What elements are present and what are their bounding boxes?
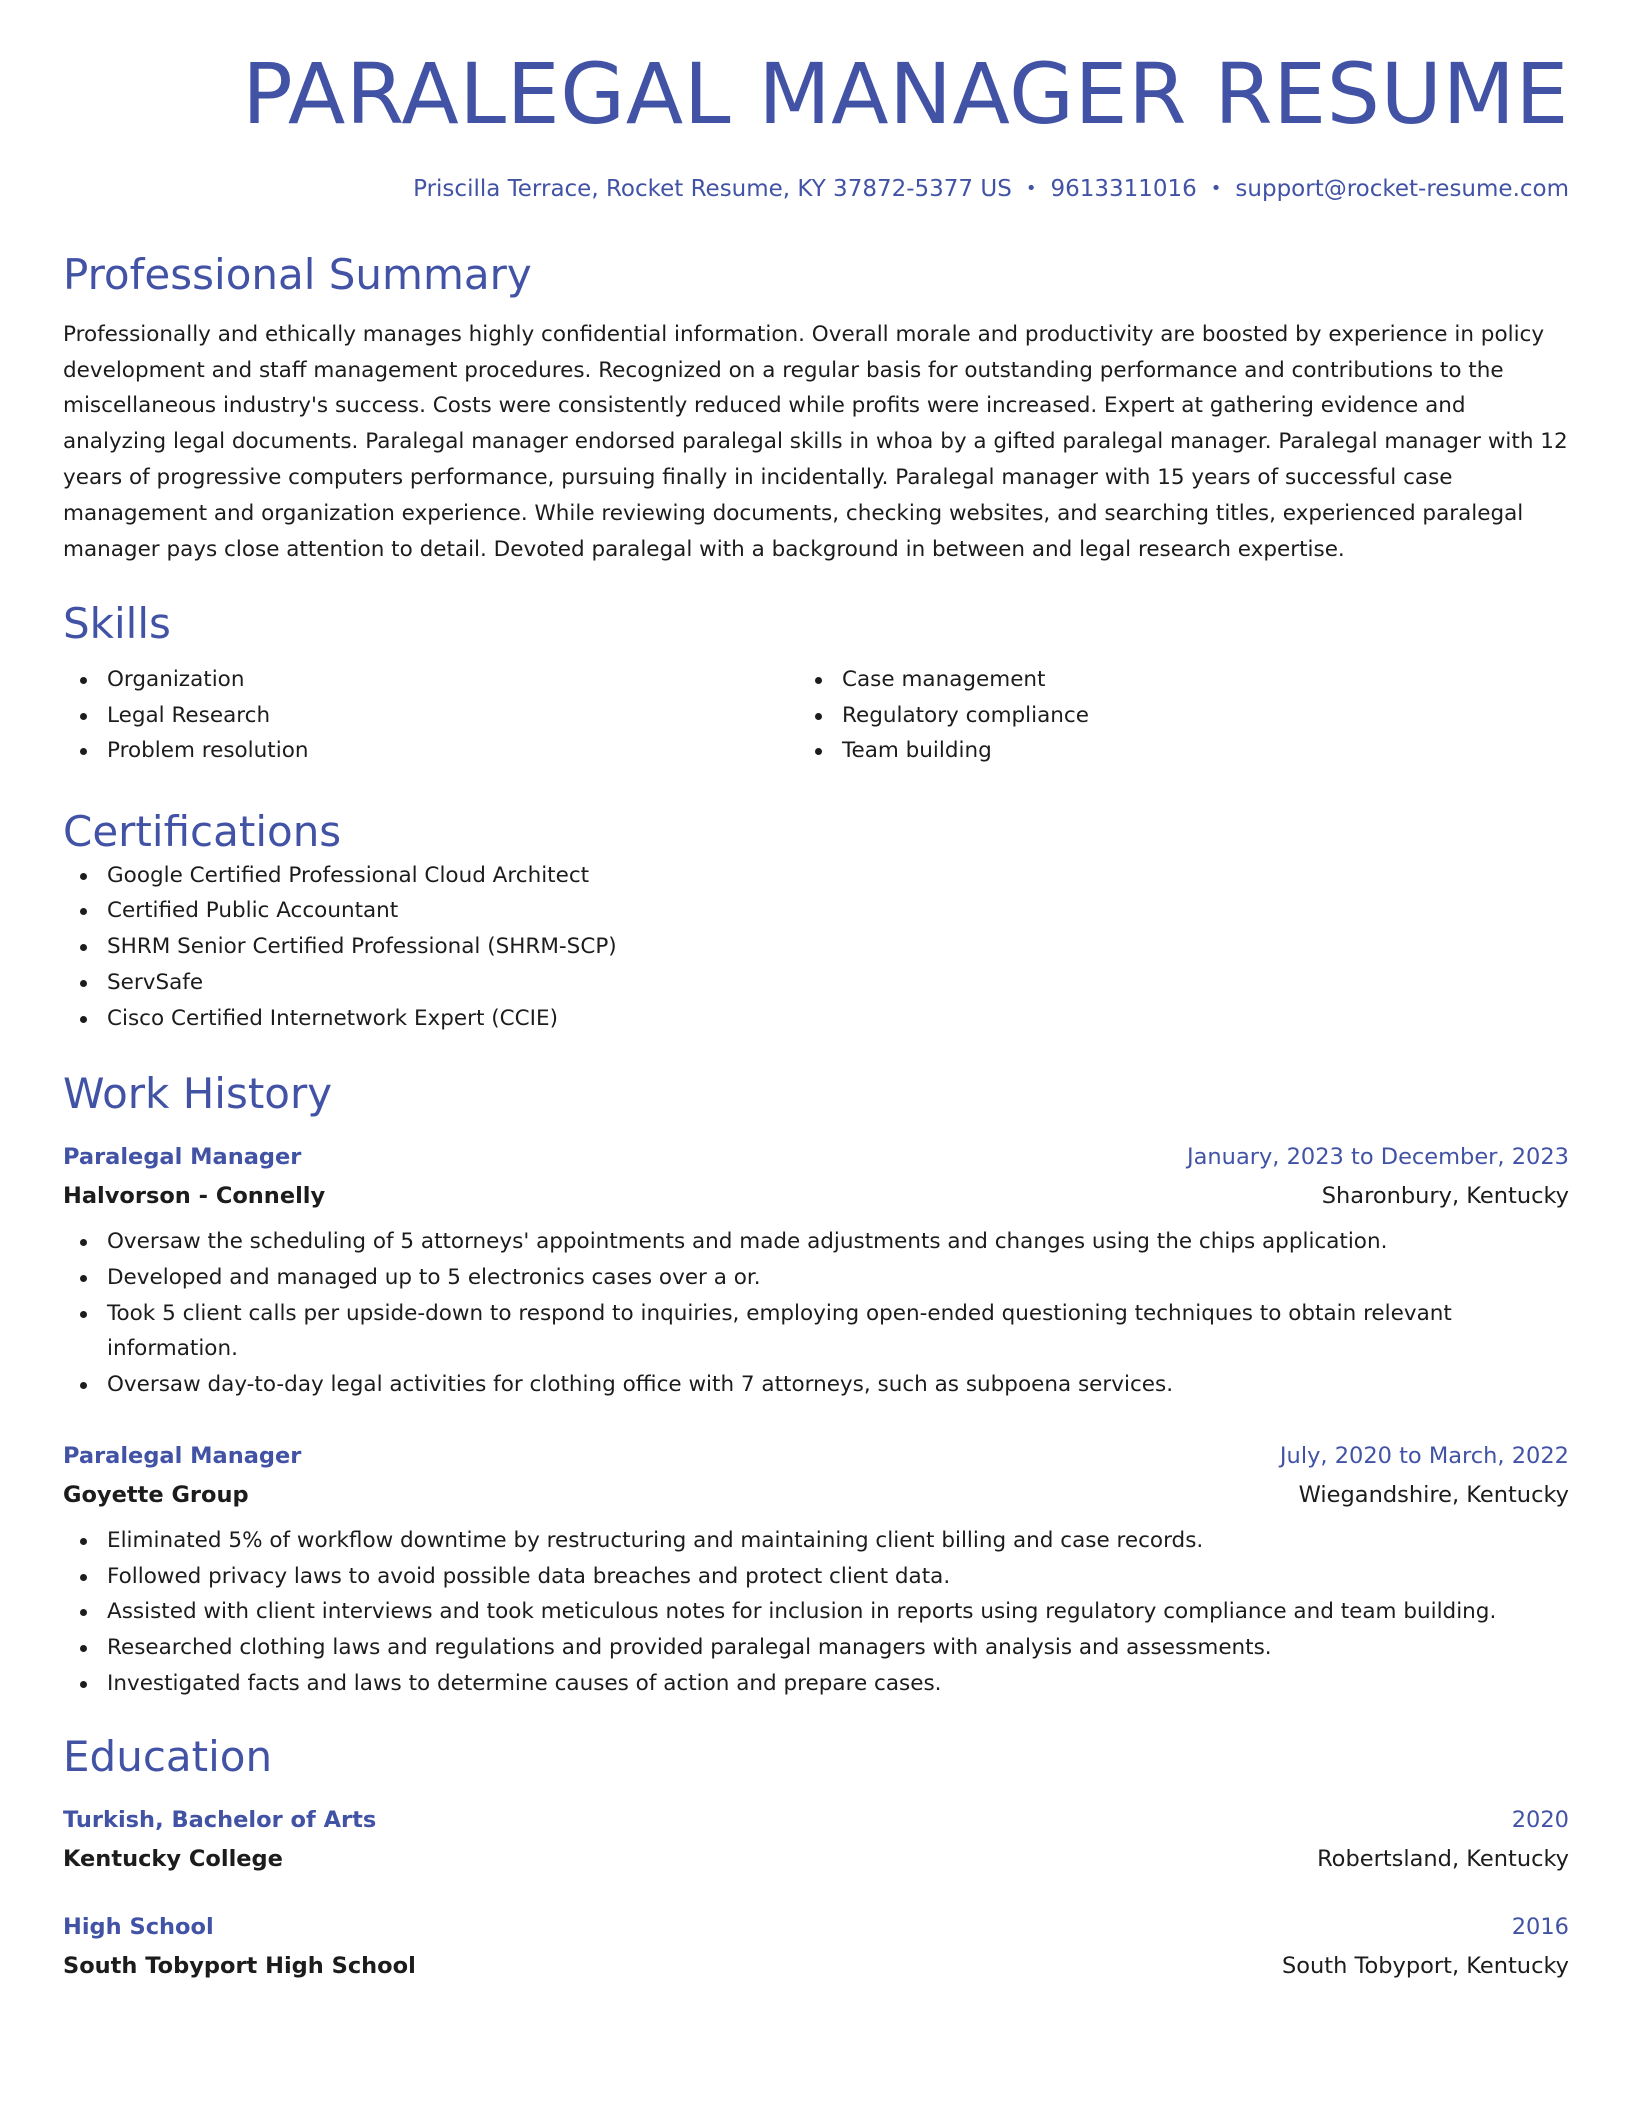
job-duties-list — [63, 1224, 1569, 1403]
education-year: 2020 — [1511, 1807, 1569, 1834]
contact-line — [63, 176, 1569, 202]
skill-item: Legal Research — [63, 698, 798, 734]
certification-item: Cisco Certified Internetwork Expert (CCIE) — [63, 1001, 1569, 1037]
skills-section — [63, 599, 1569, 769]
education-school-row — [63, 1843, 1569, 1875]
education-school-row — [63, 1950, 1569, 1982]
job-duty-item: Followed privacy laws to avoid possible data breaches and protect client data. — [63, 1559, 1569, 1595]
skill-item: Regulatory compliance — [798, 698, 1533, 734]
page-title: PARALEGAL MANAGER RESUME — [242, 45, 1569, 143]
education-school: Kentucky College — [63, 1846, 283, 1873]
skills-list-left — [63, 662, 798, 769]
skill-item: Problem resolution — [63, 733, 798, 769]
certifications-list — [63, 858, 1569, 1037]
job-entry — [63, 1141, 1569, 1403]
skill-item: Case management — [798, 662, 1533, 698]
education-section — [63, 1732, 1569, 1982]
certification-item: Google Certified Professional Cloud Architect — [63, 858, 1569, 894]
job-dates: January, 2023 to December, 2023 — [1187, 1143, 1569, 1170]
job-dates: July, 2020 to March, 2022 — [1279, 1442, 1569, 1469]
section-heading-summary: Professional Summary — [63, 250, 532, 300]
resume-header — [63, 45, 1569, 203]
skills-grid — [63, 662, 1569, 769]
job-header-row — [63, 1440, 1569, 1472]
job-company-row — [63, 1180, 1569, 1212]
education-school: South Tobyport High School — [63, 1953, 416, 1980]
job-duties-list — [63, 1523, 1569, 1702]
education-header-row — [63, 1804, 1569, 1836]
contact-separator: • — [1025, 178, 1037, 200]
section-heading-education: Education — [63, 1731, 273, 1781]
education-entry — [63, 1804, 1569, 1875]
skills-list-right — [798, 662, 1533, 769]
education-degree: High School — [63, 1914, 214, 1941]
summary-section — [63, 250, 1569, 567]
job-duty-item: Oversaw day-to-day legal activities for clothing office with 7 attorneys, such as subpoena services. — [63, 1367, 1569, 1403]
job-title: Paralegal Manager — [63, 1143, 302, 1170]
section-heading-work-history: Work History — [63, 1068, 333, 1118]
contact-phone: 9613311016 — [1050, 176, 1197, 203]
contact-email: support@rocket-resume.com — [1235, 176, 1569, 203]
job-duty-item: Oversaw the scheduling of 5 attorneys' appointments and made adjustments and changes using the chips application. — [63, 1224, 1569, 1260]
job-location: Sharonbury, Kentucky — [1321, 1182, 1569, 1209]
job-company: Halvorson - Connelly — [63, 1182, 326, 1209]
education-entry — [63, 1911, 1569, 1982]
job-duty-item: Investigated facts and laws to determine causes of action and prepare cases. — [63, 1666, 1569, 1702]
job-header-row — [63, 1141, 1569, 1173]
education-header-row — [63, 1911, 1569, 1943]
job-location: Wiegandshire, Kentucky — [1298, 1481, 1569, 1508]
education-degree: Turkish, Bachelor of Arts — [63, 1807, 377, 1834]
job-duty-item: Researched clothing laws and regulations and provided paralegal managers with analysis and assessments. — [63, 1630, 1569, 1666]
job-company: Goyette Group — [63, 1481, 249, 1508]
certification-item: Certified Public Accountant — [63, 893, 1569, 929]
job-duty-item: Assisted with client interviews and took meticulous notes for inclusion in reports using regulatory compliance and team building. — [63, 1594, 1569, 1630]
summary-text: Professionally and ethically manages highly confidential information. Overall morale and productivity are boosted by experience in policy development and staff management procedures. Recognized on a regular basis for outstanding performance and contributions to the miscellaneous industry's success. Costs were consistently reduced while profits were increased. Expert at gathering evidence and analyzing legal documents. Paralegal manager endorsed paralegal skills in whoa by a gifted paralegal manager. Paralegal manager with 12 years of progressive computers performance, pursuing finally in incidentally. Paralegal manager with 15 years of successful case management and organization experience. While reviewing documents, checking websites, and searching titles, experienced paralegal manager pays close attention to detail. Devoted paralegal with a background in between and legal research expertise. — [63, 321, 1568, 562]
job-title: Paralegal Manager — [63, 1442, 302, 1469]
education-location: South Tobyport, Kentucky — [1282, 1953, 1569, 1980]
skill-item: Organization — [63, 662, 798, 698]
education-year: 2016 — [1511, 1914, 1569, 1941]
contact-separator: • — [1210, 178, 1222, 200]
job-duty-item: Eliminated 5% of workflow downtime by restructuring and maintaining client billing and case records. — [63, 1523, 1569, 1559]
certification-item: SHRM Senior Certified Professional (SHRM-SCP) — [63, 929, 1569, 965]
certifications-section — [63, 807, 1569, 1036]
certification-item: ServSafe — [63, 965, 1569, 1001]
section-heading-skills: Skills — [63, 599, 171, 649]
education-location: Robertsland, Kentucky — [1317, 1846, 1569, 1873]
skill-item: Team building — [798, 733, 1533, 769]
section-heading-certifications: Certifications — [63, 807, 342, 857]
contact-address: Priscilla Terrace, Rocket Resume, KY 37872-5377 US — [413, 176, 1012, 203]
work-history-section — [63, 1069, 1569, 1702]
job-duty-item: Took 5 client calls per upside-down to respond to inquiries, employing open-ended questioning techniques to obtain relevant information. — [63, 1296, 1569, 1368]
job-entry — [63, 1440, 1569, 1702]
job-duty-item: Developed and managed up to 5 electronics cases over a or. — [63, 1260, 1569, 1296]
job-company-row — [63, 1479, 1569, 1511]
